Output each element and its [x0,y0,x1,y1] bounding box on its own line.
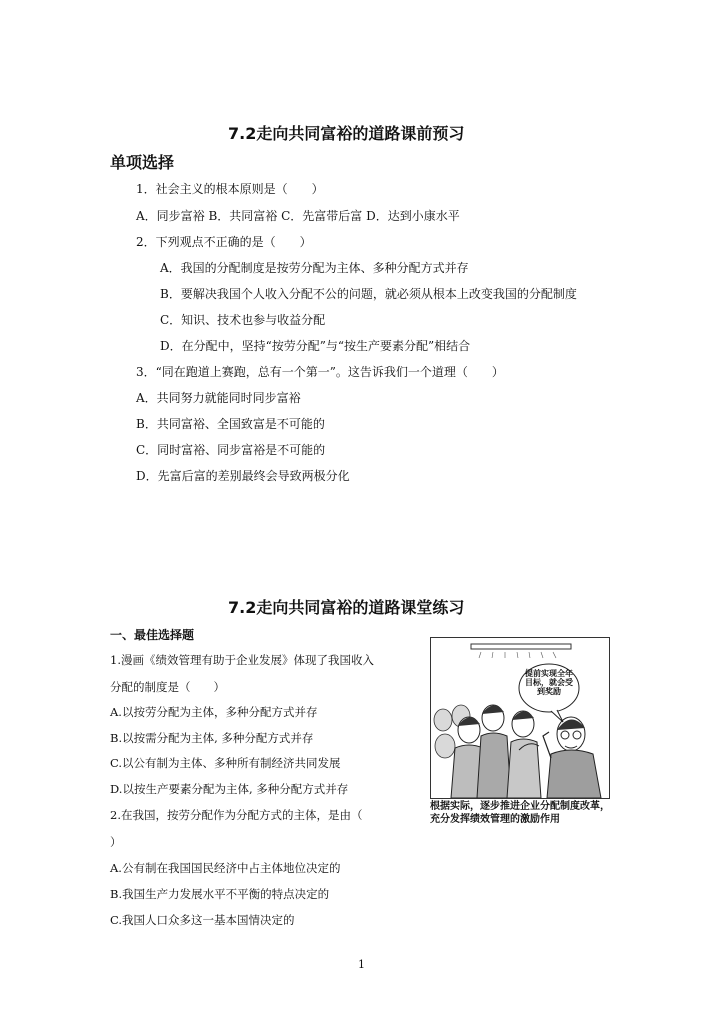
cartoon-illustration [430,637,610,799]
preview-line: A．我国的分配制度是按劳分配为主体、多种分配方式并存 [160,261,469,275]
preview-line: A．共同努力就能同时同步富裕 [136,391,301,405]
preview-title: 7.2走向共同富裕的道路课前预习 [228,124,465,143]
practice-title: 7.2走向共同富裕的道路课堂练习 [228,598,465,617]
cartoon-speech-text: 提前实现全年目标，就会受到奖励 [525,669,573,696]
preview-line: C．同时富裕、同步富裕是不可能的 [136,443,326,457]
preview-line: 3．“同在跑道上赛跑，总有一个第一”。这告诉我们一个道理（ ） [136,365,504,379]
preview-line: A．同步富裕 B．共同富裕 C．先富带后富 D．达到小康水平 [136,209,460,223]
preview-line: 2．下列观点不正确的是（ ） [136,235,312,249]
practice-section-heading: 一、最佳选择题 [110,628,195,642]
page-number: 1 [358,958,365,971]
practice-line: B.我国生产力发展水平不平衡的特点决定的 [110,887,330,901]
cartoon-caption: 根据实际，逐步推进企业分配制度改革，充分发挥绩效管理的激励作用 [430,801,610,825]
practice-line: D.以按生产要素分配为主体, 多种分配方式并存 [110,782,349,796]
practice-line: A.以按劳分配为主体，多种分配方式并存 [110,705,318,719]
practice-line: 分配的制度是（ ） [110,680,225,694]
cartoon-drawing [431,638,609,798]
practice-line: 2.在我国，按劳分配作为分配方式的主体，是由（ [110,808,363,822]
preview-line: B．共同富裕、全国致富是不可能的 [136,417,325,431]
practice-line: C.以公有制为主体、多种所有制经济共同发展 [110,756,341,770]
practice-line: 1.漫画《绩效管理有助于企业发展》体现了我国收入 [110,653,374,667]
preview-line: 1．社会主义的根本原则是（ ） [136,182,324,196]
preview-line: D．在分配中，坚持“按劳分配”与“按生产要素分配”相结合 [160,339,471,353]
practice-line: A.公有制在我国国民经济中占主体地位决定的 [110,861,341,875]
preview-line: D．先富后富的差别最终会导致两极分化 [136,469,350,483]
preview-line: C．知识、技术也参与收益分配 [160,313,326,327]
practice-line: C.我国人口众多这一基本国情决定的 [110,913,295,927]
preview-line: B．要解决我国个人收入分配不公的问题，就必须从根本上改变我国的分配制度 [160,287,577,301]
preview-section-heading: 单项选择 [110,153,175,172]
practice-line: ） [110,835,122,849]
practice-line: B.以按需分配为主体, 多种分配方式并存 [110,731,314,745]
